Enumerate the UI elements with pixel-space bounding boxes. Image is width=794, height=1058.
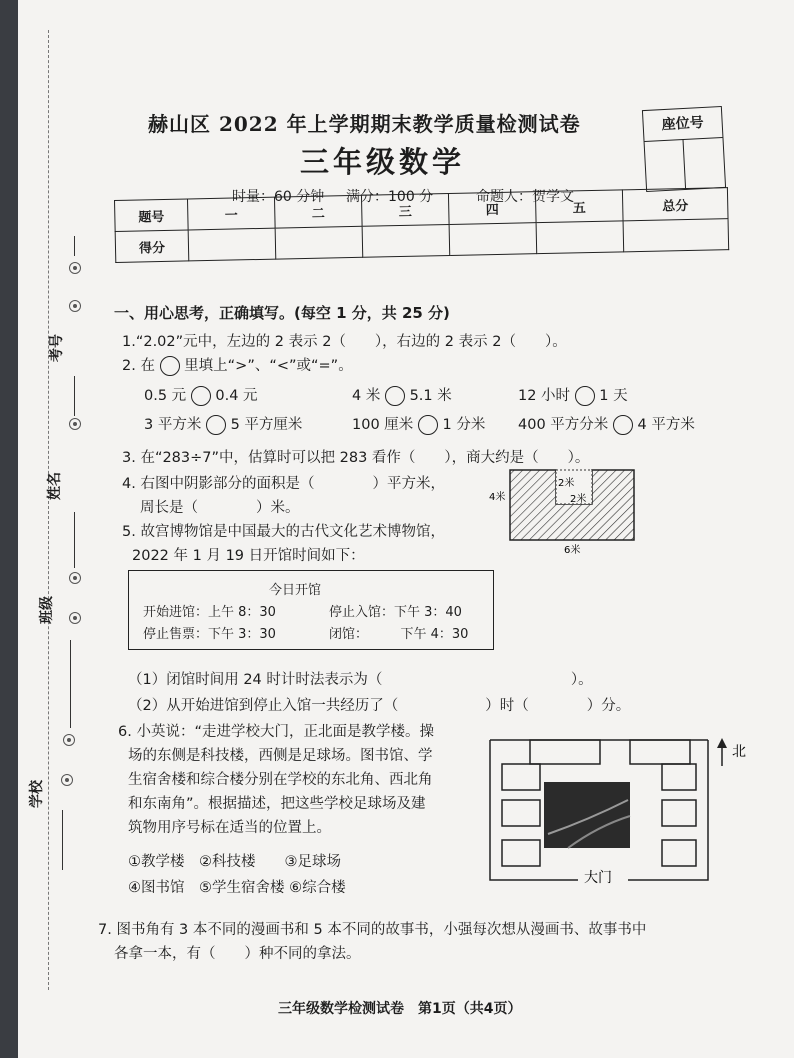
- q2-item: 4 米 5.1 米: [352, 388, 452, 404]
- side-school: 学校: [29, 780, 45, 808]
- score-cell[interactable]: [536, 221, 624, 254]
- compare-circle-icon: [160, 356, 180, 376]
- binding-dashed-line: [48, 30, 49, 990]
- question-2: 2. 在 里填上“>”、“<”或“=”。: [122, 358, 353, 374]
- fig-label-top: 2米: [558, 478, 575, 489]
- score-cell[interactable]: [275, 226, 363, 259]
- seat-number-box: [642, 106, 726, 192]
- opening-hours-notice: [128, 570, 494, 650]
- notice-close: 闭馆： 下午 4：30: [329, 627, 469, 642]
- side-fill-line: [74, 236, 75, 256]
- full-score-info: 满分：100 分: [346, 189, 434, 205]
- binding-hole: [69, 418, 81, 430]
- compare-circle-icon[interactable]: [418, 415, 438, 435]
- field-photo: [544, 782, 630, 848]
- side-class: 班级: [39, 596, 55, 624]
- question-5b: 2022 年 1 月 19 日开馆时间如下：: [132, 548, 365, 564]
- question-6-line: 场的东侧是科技楼，西侧是足球场。图书馆、学: [128, 748, 433, 764]
- table-cell: 四: [448, 192, 536, 225]
- q2-item: 100 厘米 1 分米: [352, 417, 486, 433]
- notice-title: 今日开馆: [269, 583, 322, 598]
- table-cell: 题号: [115, 199, 189, 232]
- question-6-options: ④图书馆 ⑤学生宿舍楼 ⑥综合楼: [128, 880, 346, 896]
- compare-circle-icon[interactable]: [613, 415, 633, 435]
- fig-label-left: 4米: [489, 492, 506, 503]
- notice-stop-ticket: 停止售票：下午 3：30: [143, 627, 276, 642]
- exam-title: 赫山区 2022 年上学期期末教学质量检测试卷: [148, 112, 581, 136]
- subject-title: 三年级数学: [300, 145, 466, 179]
- side-fill-line: [70, 640, 71, 728]
- fig-label-bottom: 6米: [564, 545, 581, 556]
- shaded-shape-figure: [488, 462, 648, 558]
- question-6-line: 生宿舍楼和综合楼分别在学校的东北角、西北角: [128, 772, 433, 788]
- north-label: 北: [732, 744, 746, 760]
- question-5-1: （1）闭馆时间用 24 时计时法表示为（ ）。: [128, 672, 593, 688]
- exam-page: [18, 0, 794, 1058]
- school-map: [478, 730, 746, 886]
- notice-start-entry: 开始进馆：上午 8：30: [143, 605, 276, 620]
- score-cell[interactable]: [362, 224, 450, 257]
- section-1-heading: 一、用心思考，正确填写。(每空 1 分，共 25 分): [114, 304, 450, 322]
- binding-hole: [61, 774, 73, 786]
- page-footer: 三年级数学检测试卷 第1页（共4页）: [278, 1001, 522, 1017]
- question-7b: 各拿一本，有（ ）种不同的拿法。: [114, 946, 361, 962]
- binding-hole: [69, 612, 81, 624]
- side-fill-line: [62, 810, 63, 870]
- q2-item: 0.5 元 0.4 元: [144, 388, 258, 404]
- binding-hole: [69, 300, 81, 312]
- q2-item: 3 平方米 5 平方厘米: [144, 417, 303, 433]
- binding-hole: [69, 572, 81, 584]
- table-cell: 一: [187, 197, 275, 230]
- question-3: 3. 在“283÷7”中，估算时可以把 283 看作（ ），商大约是（ ）。: [122, 450, 590, 466]
- question-7a: 7. 图书角有 3 本不同的漫画书和 5 本不同的故事书，小强每次想从漫画书、故事书中: [98, 922, 647, 938]
- side-fill-line: [74, 512, 75, 568]
- q2-item: 12 小时 1 天: [518, 388, 628, 404]
- gate-label: 大门: [584, 870, 612, 886]
- q2-item: 400 平方分米 4 平方米: [518, 417, 695, 433]
- side-name: 姓名: [47, 472, 63, 500]
- table-cell: 五: [535, 190, 623, 223]
- score-cell[interactable]: [188, 228, 276, 261]
- seat-label: 座位号: [643, 107, 723, 142]
- side-exam-no: 考号: [49, 334, 65, 362]
- question-5-2: （2）从开始进馆到停止入馆一共经历了（ ）时（ ）分。: [128, 698, 631, 714]
- table-cell: 总分: [622, 188, 728, 221]
- side-fill-line: [74, 376, 75, 416]
- question-4a: 4. 右图中阴影部分的面积是（ ）平方米，: [122, 476, 445, 492]
- time-info: 时量：60 分钟: [232, 189, 325, 205]
- question-1: 1.“2.02”元中，左边的 2 表示 2（ ），右边的 2 表示 2（ ）。: [122, 334, 567, 350]
- table-cell: 得分: [115, 230, 189, 263]
- compare-circle-icon[interactable]: [385, 386, 405, 406]
- question-6-line: 和东南角”。根据描述，把这些学校足球场及建: [128, 796, 426, 812]
- author-info: 命题人：贺学文: [476, 189, 574, 205]
- notice-stop-entry: 停止入馆：下午 3：40: [329, 605, 462, 620]
- binding-hole: [63, 734, 75, 746]
- score-cell[interactable]: [449, 223, 537, 256]
- question-6-line: 6. 小英说：“走进学校大门，正北面是教学楼。操: [118, 724, 434, 740]
- question-6-line: 筑物用序号标在适当的位置上。: [128, 820, 331, 836]
- question-5a: 5. 故宫博物馆是中国最大的古代文化艺术博物馆，: [122, 524, 445, 540]
- score-table: [114, 187, 729, 263]
- question-4b: 周长是（ ）米。: [140, 500, 300, 516]
- question-6-options: ①教学楼 ②科技楼 ③足球场: [128, 854, 341, 870]
- compare-circle-icon[interactable]: [206, 415, 226, 435]
- table-cell: 二: [274, 195, 362, 228]
- binding-hole: [69, 262, 81, 274]
- table-cell: 三: [361, 193, 449, 226]
- compare-circle-icon[interactable]: [575, 386, 595, 406]
- compare-circle-icon[interactable]: [191, 386, 211, 406]
- score-cell[interactable]: [623, 219, 729, 252]
- fig-label-mid: 2米: [570, 494, 587, 505]
